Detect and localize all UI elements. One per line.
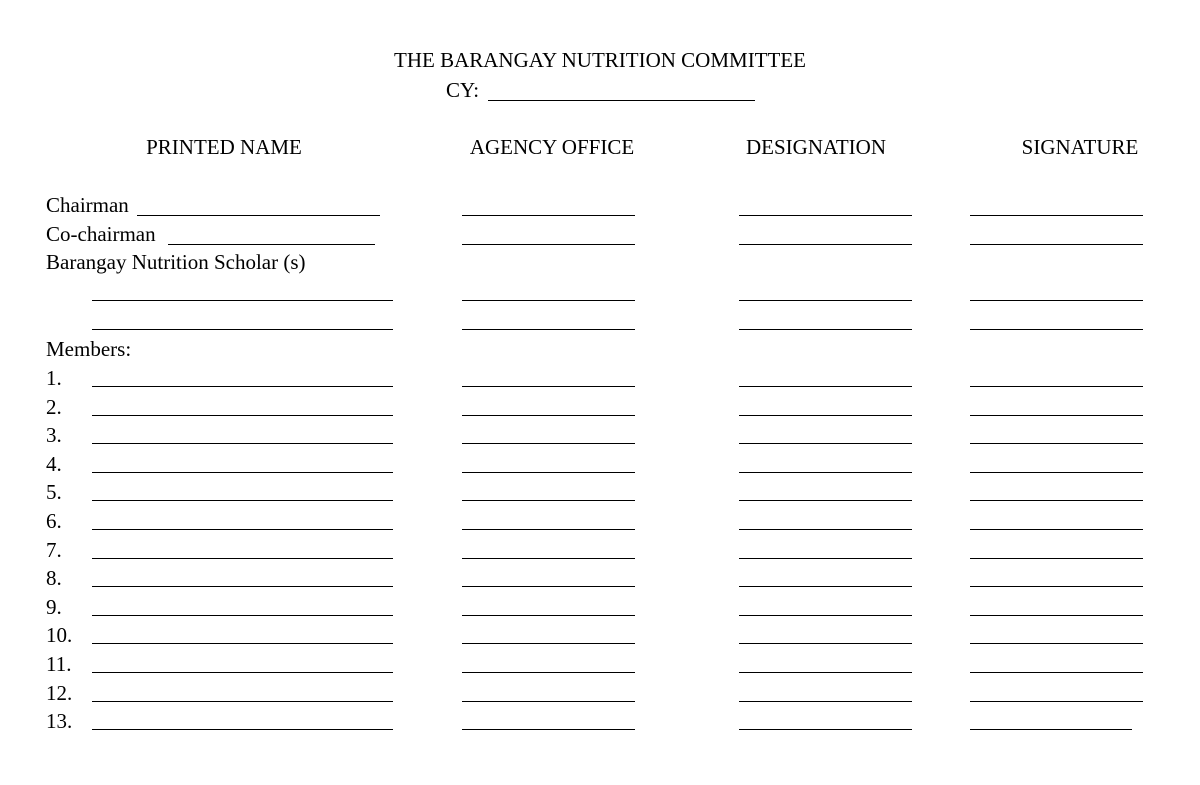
member-2-designation-line[interactable] (739, 415, 912, 416)
member-number: 1. (46, 366, 62, 390)
member-4-printed-name-line[interactable] (92, 472, 393, 473)
member-6-signature-line[interactable] (970, 529, 1143, 530)
member-12-printed-name-line[interactable] (92, 701, 393, 702)
scholar-2-agency-line[interactable] (462, 329, 635, 330)
member-6-designation-line[interactable] (739, 529, 912, 530)
member-1-designation-line[interactable] (739, 386, 912, 387)
member-9-signature-line[interactable] (970, 615, 1143, 616)
cy-input-line[interactable] (488, 100, 755, 101)
column-header-agency-office: AGENCY OFFICE (469, 135, 635, 159)
member-2-signature-line[interactable] (970, 415, 1143, 416)
member-number: 9. (46, 594, 62, 619)
member-8-signature-line[interactable] (970, 586, 1143, 587)
member-7-signature-line[interactable] (970, 558, 1143, 559)
member-9-printed-name-line[interactable] (92, 615, 393, 616)
member-8-printed-name-line[interactable] (92, 586, 393, 587)
co-chairman-agency-line[interactable] (462, 244, 635, 245)
member-6-agency-line[interactable] (462, 529, 635, 530)
scholar-1-agency-line[interactable] (462, 300, 635, 301)
co-chairman-label: Co-chairman (46, 222, 156, 246)
column-header-printed-name: PRINTED NAME (146, 135, 302, 159)
member-10-printed-name-line[interactable] (92, 643, 393, 644)
co-chairman-designation-line[interactable] (739, 244, 912, 245)
scholar-2-printed-name-line[interactable] (92, 329, 393, 330)
member-number: 10. (46, 623, 73, 648)
member-13-signature-line[interactable] (970, 729, 1132, 730)
member-number: 6. (46, 509, 62, 533)
chairman-designation-line[interactable] (739, 215, 912, 216)
member-number: 12. (46, 680, 73, 705)
members-label: Members: (46, 337, 132, 361)
member-1-signature-line[interactable] (970, 386, 1143, 387)
member-number: 3. (46, 423, 62, 448)
chairman-signature-line[interactable] (970, 215, 1143, 216)
member-1-agency-line[interactable] (462, 386, 635, 387)
member-11-designation-line[interactable] (739, 672, 912, 673)
member-5-signature-line[interactable] (970, 500, 1143, 501)
scholar-1-printed-name-line[interactable] (92, 300, 393, 301)
member-13-designation-line[interactable] (739, 729, 912, 730)
member-5-agency-line[interactable] (462, 500, 635, 501)
member-8-designation-line[interactable] (739, 586, 912, 587)
member-11-agency-line[interactable] (462, 672, 635, 673)
member-10-agency-line[interactable] (462, 643, 635, 644)
member-12-designation-line[interactable] (739, 701, 912, 702)
member-3-signature-line[interactable] (970, 443, 1143, 444)
scholar-1-designation-line[interactable] (739, 300, 912, 301)
chairman-printed-name-line[interactable] (137, 215, 380, 216)
member-number: 5. (46, 480, 62, 505)
scholar-1-signature-line[interactable] (970, 300, 1143, 301)
member-7-agency-line[interactable] (462, 558, 635, 559)
column-header-signature: SIGNATURE (1021, 135, 1139, 159)
member-6-printed-name-line[interactable] (92, 529, 393, 530)
member-9-designation-line[interactable] (739, 615, 912, 616)
member-number: 7. (46, 537, 62, 562)
co-chairman-signature-line[interactable] (970, 244, 1143, 245)
member-11-printed-name-line[interactable] (92, 672, 393, 673)
member-10-signature-line[interactable] (970, 643, 1143, 644)
cy-label: CY: (446, 78, 480, 102)
scholar-2-signature-line[interactable] (970, 329, 1143, 330)
member-1-printed-name-line[interactable] (92, 386, 393, 387)
member-13-printed-name-line[interactable] (92, 729, 393, 730)
member-number: 13. (46, 709, 73, 734)
chairman-label: Chairman (46, 193, 129, 217)
member-7-printed-name-line[interactable] (92, 558, 393, 559)
member-4-signature-line[interactable] (970, 472, 1143, 473)
member-10-designation-line[interactable] (739, 643, 912, 644)
member-4-designation-line[interactable] (739, 472, 912, 473)
form-title: THE BARANGAY NUTRITION COMMITTEE (393, 48, 807, 72)
member-11-signature-line[interactable] (970, 672, 1143, 673)
chairman-agency-line[interactable] (462, 215, 635, 216)
member-5-designation-line[interactable] (739, 500, 912, 501)
member-8-agency-line[interactable] (462, 586, 635, 587)
co-chairman-printed-name-line[interactable] (168, 244, 375, 245)
member-3-agency-line[interactable] (462, 443, 635, 444)
member-number: 4. (46, 451, 62, 476)
member-number: 2. (46, 394, 62, 419)
member-2-agency-line[interactable] (462, 415, 635, 416)
member-13-agency-line[interactable] (462, 729, 635, 730)
scholar-2-designation-line[interactable] (739, 329, 912, 330)
member-9-agency-line[interactable] (462, 615, 635, 616)
member-3-printed-name-line[interactable] (92, 443, 393, 444)
member-4-agency-line[interactable] (462, 472, 635, 473)
member-12-agency-line[interactable] (462, 701, 635, 702)
scholar-label: Barangay Nutrition Scholar (s) (46, 250, 306, 274)
column-header-designation: DESIGNATION (746, 135, 886, 159)
member-number: 11. (46, 652, 72, 676)
member-3-designation-line[interactable] (739, 443, 912, 444)
member-7-designation-line[interactable] (739, 558, 912, 559)
member-2-printed-name-line[interactable] (92, 415, 393, 416)
member-number: 8. (46, 566, 62, 591)
member-12-signature-line[interactable] (970, 701, 1143, 702)
member-5-printed-name-line[interactable] (92, 500, 393, 501)
